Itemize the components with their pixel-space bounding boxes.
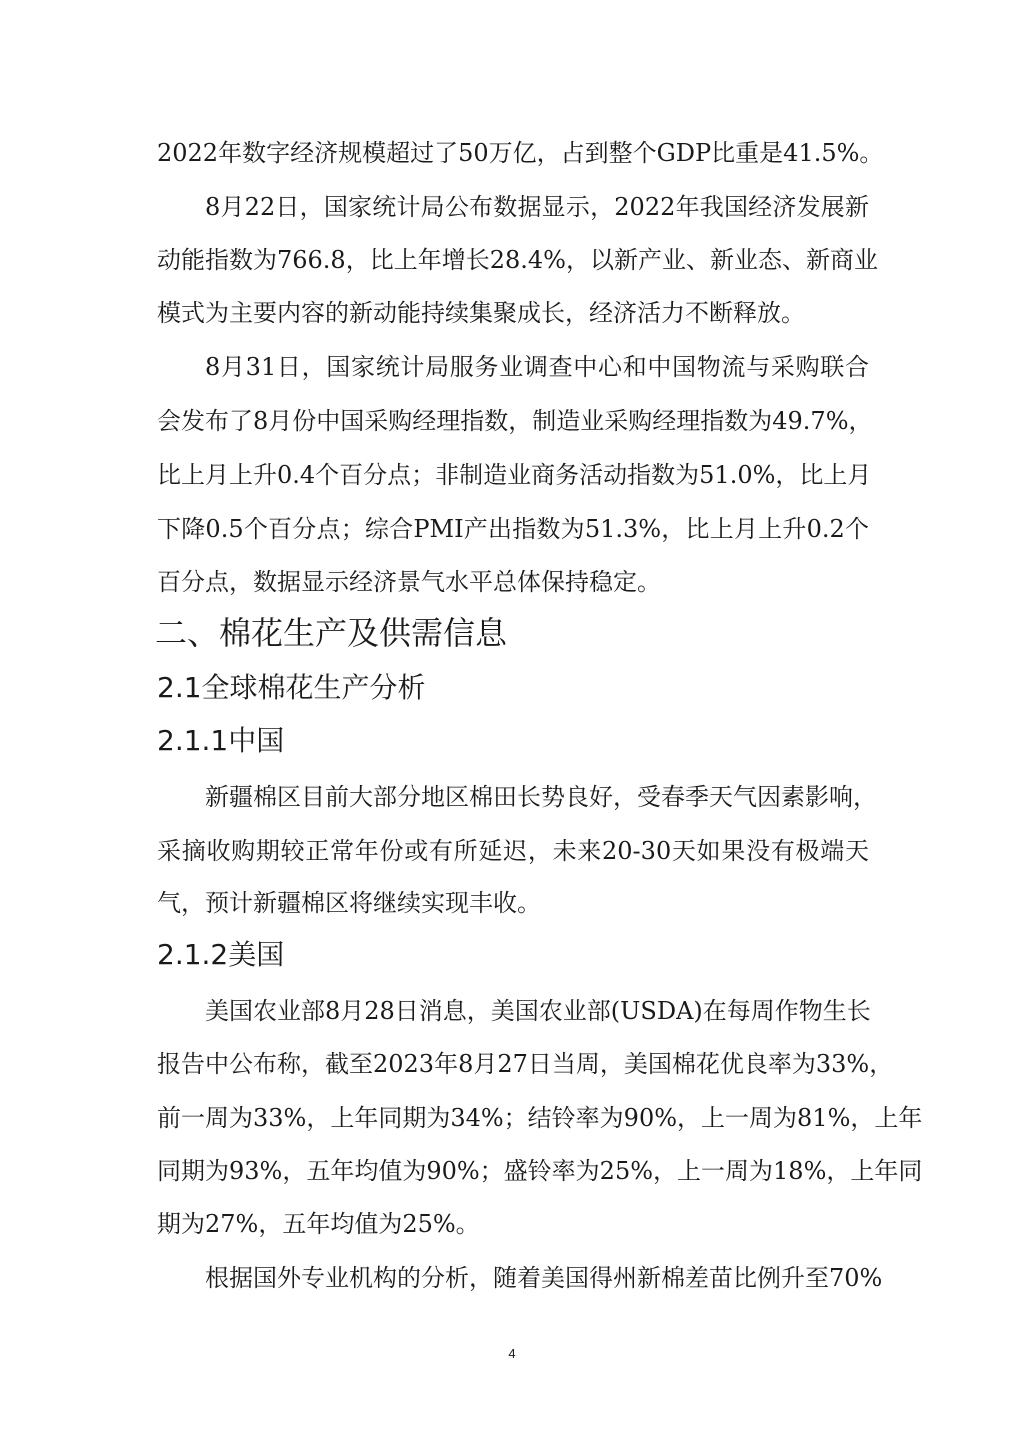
section-heading: 二、棉花生产及供需信息 [155, 614, 508, 652]
paragraph-line: 期为27%，五年均值为25%。 [157, 1210, 480, 1238]
paragraph-line: 美国农业部8月28日消息，美国农业部(USDA)在每周作物生长 [205, 997, 871, 1025]
paragraph-line: 2022年数字经济规模超过了50万亿，占到整个GDP比重是41.5%。 [157, 139, 884, 167]
paragraph-line: 模式为主要内容的新动能持续集聚成长，经济活力不断释放。 [157, 299, 805, 327]
paragraph-line: 新疆棉区目前大部分地区棉田长势良好，受春季天气因素影响， [205, 783, 877, 811]
page-number: 4 [508, 1346, 516, 1361]
paragraph-line: 8月22日，国家统计局公布数据显示，2022年我国经济发展新 [205, 193, 869, 221]
paragraph-line: 8月31日，国家统计局服务业调查中心和中国物流与采购联合 [205, 353, 869, 381]
paragraph-line: 采摘收购期较正常年份或有所延迟，未来20-30天如果没有极端天 [157, 837, 869, 865]
paragraph-line: 报告中公布称，截至2023年8月27日当周，美国棉花优良率为33%， [157, 1050, 894, 1078]
paragraph-line: 下降0.5个百分点；综合PMI产出指数为51.3%，比上月上升0.2个 [157, 515, 869, 543]
subsection-heading: 2.1.1中国 [157, 724, 285, 757]
paragraph-line: 根据国外专业机构的分析，随着美国得州新棉差苗比例升至70% [205, 1264, 883, 1292]
paragraph-line: 会发布了8月份中国采购经理指数，制造业采购经理指数为49.7%， [157, 407, 873, 435]
paragraph-line: 动能指数为766.8，比上年增长28.4%，以新产业、新业态、新商业 [157, 246, 878, 274]
paragraph-line: 前一周为33%，上年同期为34%；结铃率为90%，上一周为81%，上年 [157, 1104, 923, 1132]
subsection-heading: 2.1.2美国 [157, 938, 285, 971]
subsection-heading: 2.1全球棉花生产分析 [157, 671, 426, 704]
paragraph-line: 同期为93%，五年均值为90%；盛铃率为25%，上一周为18%，上年同 [157, 1157, 923, 1185]
paragraph-line: 百分点，数据显示经济景气水平总体保持稳定。 [157, 568, 661, 596]
paragraph-line: 气，预计新疆棉区将继续实现丰收。 [157, 889, 541, 917]
paragraph-line: 比上月上升0.4个百分点；非制造业商务活动指数为51.0%，比上月 [157, 461, 872, 489]
